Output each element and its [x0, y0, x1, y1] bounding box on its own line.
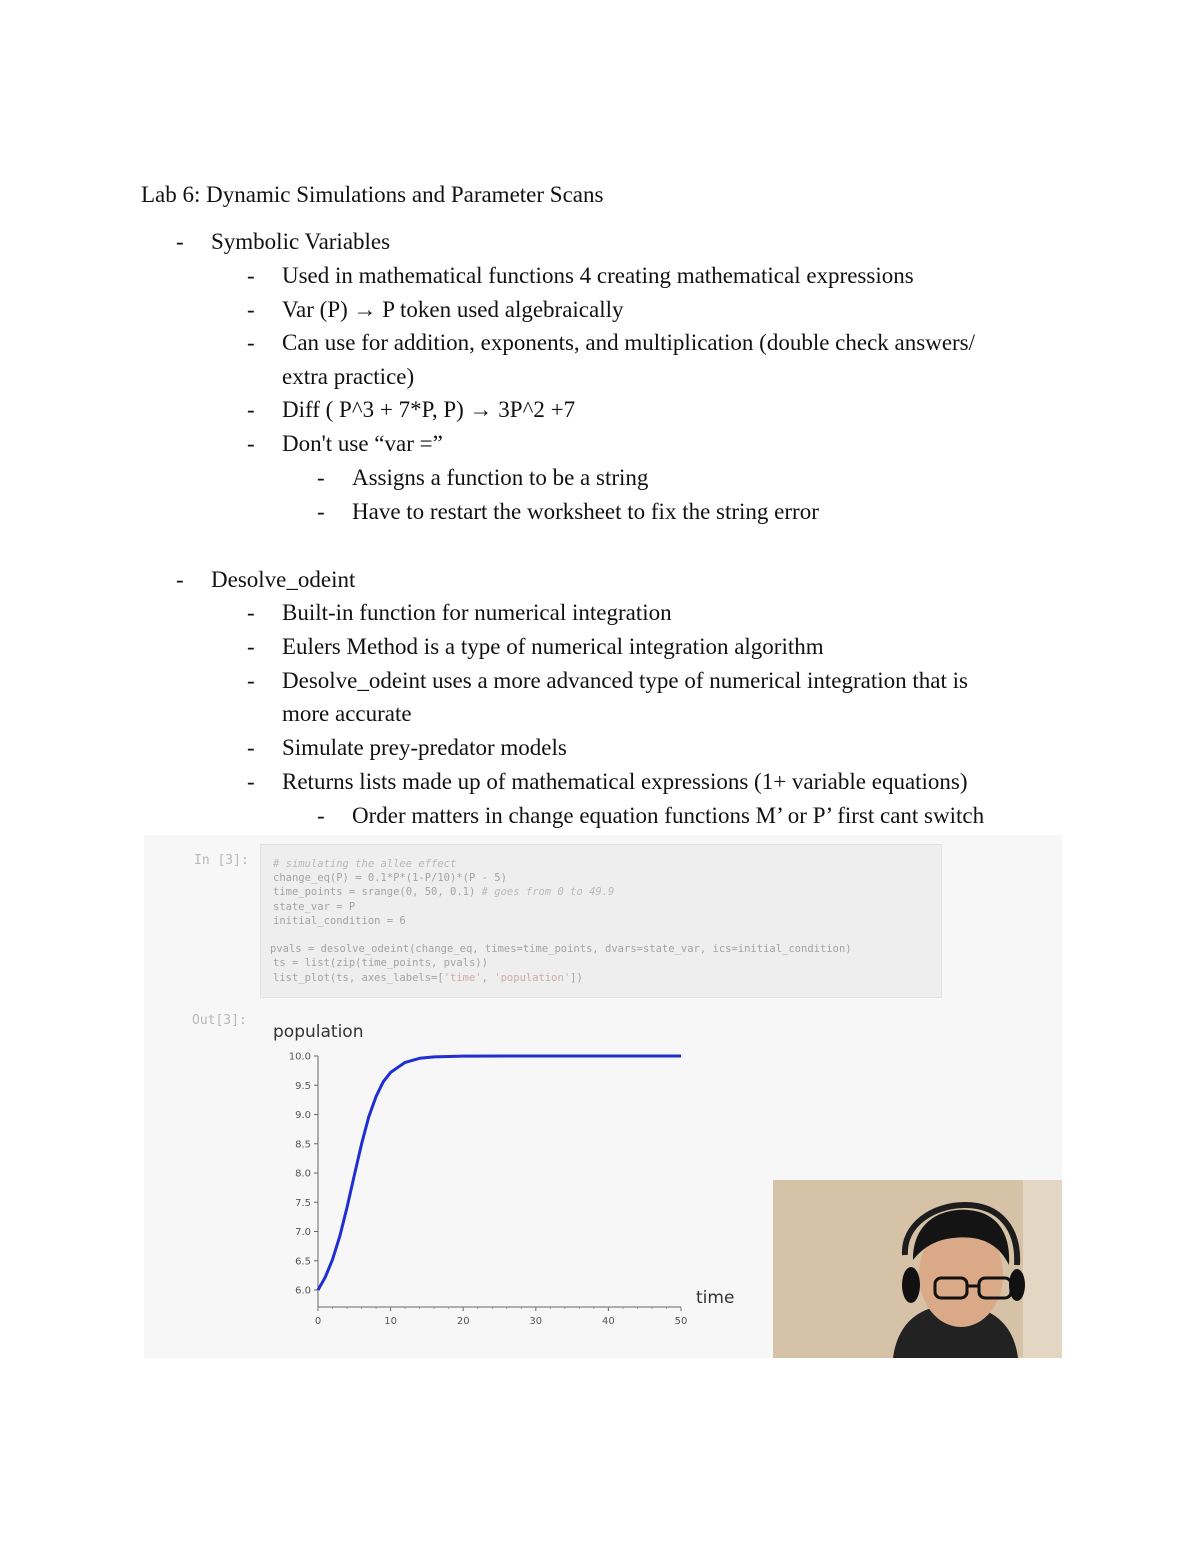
x-tick-label: 20	[456, 1316, 470, 1327]
list-item: - Simulate prey-predator models	[247, 735, 567, 760]
series-line-0	[318, 1056, 681, 1290]
x-tick-label: 0	[314, 1316, 322, 1327]
code-line: list_plot(ts, axes_labels=['time', 'population'])	[273, 972, 583, 984]
y-tick-label: 7.5	[295, 1197, 311, 1209]
y-tick-label: 6.0	[295, 1285, 311, 1297]
list-item: - Desolve_odeint uses a more advanced type of numerical integration that is	[247, 668, 968, 693]
y-tick-label: 10.0	[288, 1051, 311, 1063]
section-heading-desolve: - Desolve_odeint	[176, 567, 356, 592]
out-prompt: Out[3]:	[192, 1013, 247, 1028]
code-line: ts = list(zip(time_points, pvals))	[273, 957, 488, 969]
list-item: - Can use for addition, exponents, and multiplication (double check answers/	[247, 330, 976, 355]
y-tick-label: 6.5	[295, 1256, 311, 1268]
list-item: - Var (P) → P token used algebraically	[247, 297, 624, 322]
webcam-person-image	[773, 1180, 1062, 1358]
list-item-continuation: extra practice)	[282, 364, 415, 389]
y-tick-label: 9.5	[295, 1080, 311, 1092]
list-subitem: - Assigns a function to be a string	[317, 465, 649, 490]
list-item: - Don't use “var =”	[247, 431, 443, 456]
y-tick-label: 7.0	[295, 1227, 311, 1238]
code-line: time_points = srange(0, 50, 0.1) # goes from 0 to 49.9	[273, 886, 615, 898]
notebook-screenshot	[144, 835, 1062, 1358]
list-item-continuation: more accurate	[282, 701, 412, 726]
list-subitem: - Order matters in change equation functions M’ or P’ first cant switch	[317, 803, 985, 828]
list-item: - Used in mathematical functions 4 creating mathematical expressions	[247, 263, 914, 288]
code-line: change_eq(P) = 0.1*P*(1-P/10)*(P - 5)	[273, 872, 507, 884]
x-tick-label: 30	[529, 1316, 543, 1327]
y-axis-label: population	[273, 1022, 364, 1042]
list-item: - Diff ( P^3 + 7*P, P) → 3P^2 +7	[247, 397, 576, 422]
code-line: initial_condition = 6	[273, 915, 406, 927]
code-line: # simulating the allee effect	[273, 858, 457, 870]
list-subitem: - Have to restart the worksheet to fix the string error	[317, 499, 819, 524]
code-line: state_var = P	[273, 901, 356, 913]
code-line: pvals = desolve_odeint(change_eq, times=time_points, dvars=state_var, ics=initial_condition)	[270, 943, 852, 955]
x-tick-label: 40	[602, 1316, 615, 1327]
list-item: - Eulers Method is a type of numerical integration algorithm	[247, 634, 824, 659]
in-prompt: In [3]:	[194, 853, 249, 868]
y-tick-label: 8.5	[295, 1139, 311, 1151]
y-tick-label: 8.0	[295, 1168, 311, 1180]
list-item: - Built-in function for numerical integration	[247, 600, 672, 625]
x-tick-label: 10	[384, 1316, 397, 1327]
webcam-overlay	[773, 1180, 1062, 1358]
page-title: Lab 6: Dynamic Simulations and Parameter Scans	[141, 182, 604, 207]
y-tick-label: 9.0	[295, 1110, 311, 1121]
x-tick-label: 50	[674, 1316, 688, 1327]
x-axis-label: time	[696, 1288, 735, 1308]
section-heading-symbolic: - Symbolic Variables	[176, 229, 391, 254]
list-item: - Returns lists made up of mathematical expressions (1+ variable equations)	[247, 769, 968, 794]
